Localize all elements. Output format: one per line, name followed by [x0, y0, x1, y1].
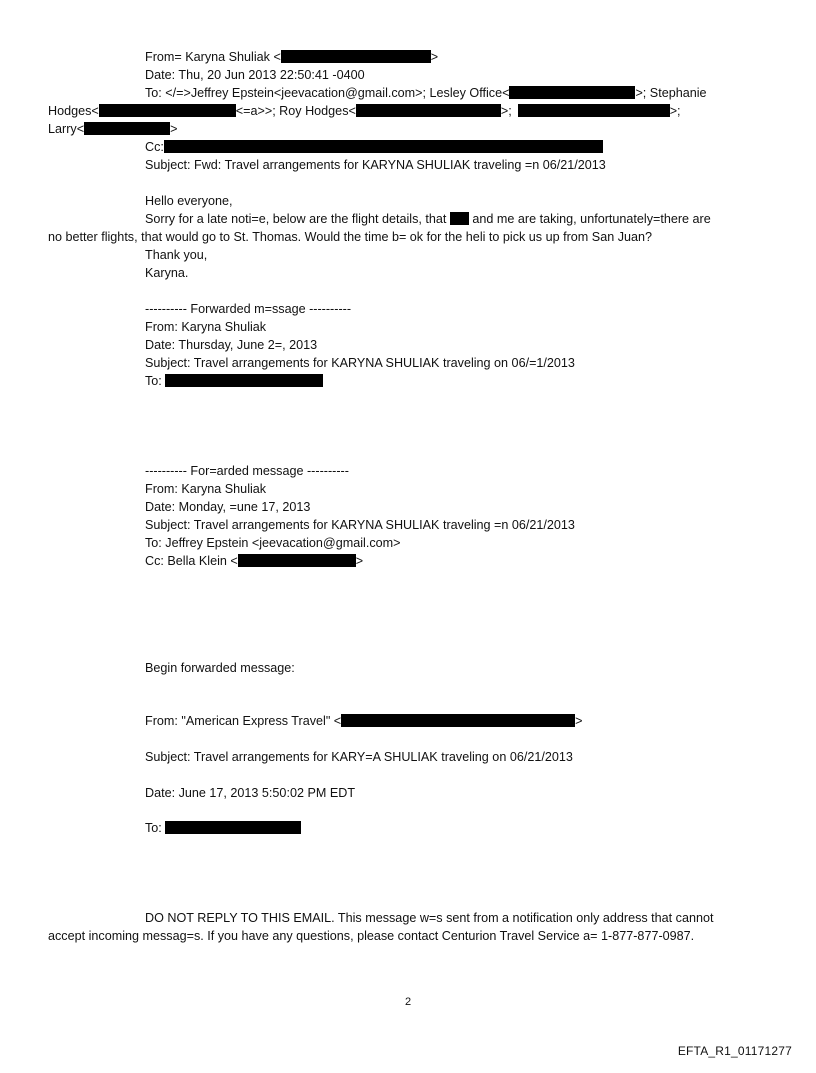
header-to-roy: <=a>>; Roy Hodges<	[235, 104, 356, 118]
amex-to-line	[145, 820, 301, 836]
header-to-line-2	[48, 103, 681, 119]
forward-to-2: To: Jeffrey Epstein <jeevacation@gmail.com>	[145, 536, 401, 550]
header-to-line-3	[48, 121, 177, 137]
forward-subject: Subject: Travel arrangements for KARYNA SHULIAK traveling on 06/=1/2013	[145, 356, 575, 370]
forward-cc-line	[145, 553, 363, 569]
body-thanks: Thank you,	[145, 248, 208, 262]
amex-date: Date: June 17, 2013 5:50:02 PM EDT	[145, 786, 356, 800]
body-line-1	[145, 211, 711, 227]
page-number: 2	[404, 996, 412, 1008]
forward-separator: ---------- Forwarded m=ssage ----------	[145, 302, 352, 316]
redaction-box	[99, 104, 236, 117]
redaction-box	[84, 122, 170, 135]
begin-forwarded: Begin forwarded message:	[145, 661, 295, 675]
amex-from-text: From: "American Express Travel" <	[145, 714, 342, 728]
header-from-close: >	[430, 50, 439, 64]
bates-number: EFTA_R1_01171277	[677, 1044, 792, 1058]
redaction-box	[164, 140, 603, 153]
header-to-larry-close: >	[170, 122, 178, 136]
header-to-larry: Larry<	[48, 122, 85, 136]
header-cc-line	[145, 139, 603, 155]
header-to-sep: >;	[500, 104, 512, 118]
body-line-2: no better flights, that would go to St. Thomas. Would the time b= ok for the heli to pick us up from San Juan?	[48, 230, 653, 244]
forward-subject-2: Subject: Travel arrangements for KARYNA SHULIAK traveling =n 06/21/2013	[145, 518, 575, 532]
header-to-line	[145, 85, 707, 101]
header-date: Date: Thu, 20 Jun 2013 22:50:41 -0400	[145, 68, 365, 82]
notice-line-2: accept incoming messag=s. If you have any questions, please contact Centurion Travel Service a= 1-877-877-0987.	[48, 929, 695, 943]
forward-from-2: From: Karyna Shuliak	[145, 482, 267, 496]
forward-from: From: Karyna Shuliak	[145, 320, 267, 334]
header-from-text: From= Karyna Shuliak <	[145, 50, 281, 64]
forward-date-2: Date: Monday, =une 17, 2013	[145, 500, 311, 514]
header-from-line	[145, 49, 438, 65]
amex-subject: Subject: Travel arrangements for KARY=A SHULIAK traveling on 06/21/2013	[145, 750, 573, 764]
redaction-box	[281, 50, 431, 63]
header-cc-label: Cc:	[145, 140, 164, 154]
amex-to-label: To:	[145, 821, 162, 835]
forward-date: Date: Thursday, June 2=, 2013	[145, 338, 318, 352]
notice-line-1: DO NOT REPLY TO THIS EMAIL. This message w=s sent from a notification only address that cannot	[145, 911, 714, 925]
header-subject: Subject: Fwd: Travel arrangements for KARYNA SHULIAK traveling =n 06/21/2013	[145, 158, 606, 172]
amex-from-line	[145, 713, 583, 729]
amex-from-close: >	[575, 714, 583, 728]
header-to-sep-2: >;	[669, 104, 681, 118]
body-line-1-b: and me are taking, unfortunately=there are	[472, 212, 711, 226]
redaction-box	[509, 86, 635, 99]
forward-cc-text: Cc: Bella Klein <	[145, 554, 238, 568]
header-to-text-2: >; Stephanie	[635, 86, 707, 100]
redaction-box	[356, 104, 501, 117]
body-line-1-a: Sorry for a late noti=e, below are the flight details, that	[145, 212, 447, 226]
redaction-box	[165, 821, 301, 834]
forward-separator-2: ---------- For=arded message ----------	[145, 464, 349, 478]
redaction-box	[238, 554, 356, 567]
forward-to-line	[145, 373, 323, 389]
redaction-box	[341, 714, 575, 727]
forward-to-label: To:	[145, 374, 162, 388]
forward-cc-close: >	[355, 554, 364, 568]
header-to-text: To: </=>Jeffrey Epstein<jeevacation@gmail.com>; Lesley Office<	[145, 86, 510, 100]
body-signature: Karyna.	[145, 266, 189, 280]
redaction-box	[165, 374, 323, 387]
redaction-box	[518, 104, 670, 117]
body-greeting: Hello everyone,	[145, 194, 233, 208]
redaction-box	[450, 212, 469, 225]
header-to-hodges: Hodges<	[48, 104, 99, 118]
